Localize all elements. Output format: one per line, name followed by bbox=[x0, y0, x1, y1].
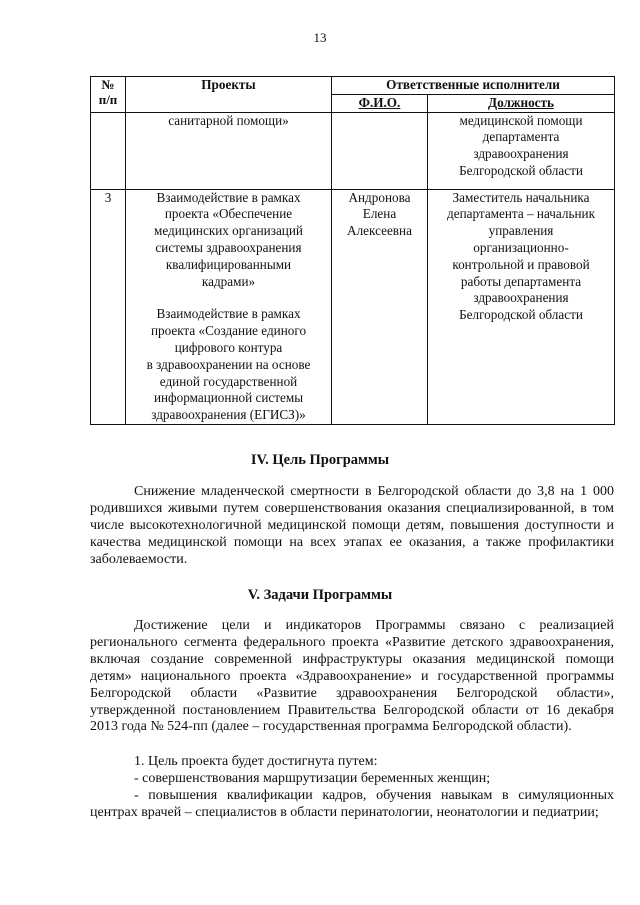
header-fio: Ф.И.О. bbox=[332, 94, 428, 112]
page-number: 13 bbox=[313, 30, 327, 45]
project-text: Взаимодействие в рамках проекта «Обеспечение медицинских организаций системы здравоохранения квалифицированными кадрами» bbox=[154, 189, 303, 289]
cell-number bbox=[91, 112, 126, 189]
tasks-bullet: - совершенствования маршрутизации беременных женщин; bbox=[134, 771, 491, 786]
goal-paragraph: Снижение младенческой смертности в Белгородской области до 3,8 на 1 000 родившихся живыми путем совершенствования оказания специализированной, в том числе высокотехнологичной медицинской помощи детям, повышения доступности и качества медицинской помощи на всех этапах ее оказания, а также профилактики заболеваемости. bbox=[90, 484, 614, 567]
cell-project: санитарной помощи» bbox=[126, 112, 332, 189]
cell-fio bbox=[332, 112, 428, 189]
tasks-paragraph: Достижение цели и индикаторов Программы связано с реализацией регионального сегмента федерального проекта «Развитие детского здравоохранения, включая создание современной инфраструктуры оказания медицинской помощи детям» национального проекта «Здравоохранение» и государственной программы Белгородской области «Развитие здравоохранения Белгородской области», утвержденной постановлением Правительства Белгородской области от 16 декабря 2013 года № 524-пп (далее – государственная программа Белгородской области). bbox=[90, 618, 614, 735]
cell-position: Заместитель начальника департамента – начальник управления организационно- контрольной и правовой работы департамента здравоохранения Белгородской области bbox=[428, 189, 615, 424]
header-position: Должность bbox=[428, 94, 615, 112]
cell-fio: Андронова Елена Алексеевна bbox=[332, 189, 428, 424]
section-title-goal: IV. Цель Программы bbox=[250, 452, 390, 468]
tasks-bullet: - повышения квалификации кадров, обучения навыкам в симуляционных центрах врачей – специалистов в области перинатологии, неонатологии и педиатрии; bbox=[90, 788, 614, 820]
tasks-item-1: 1. Цель проекта будет достигнута путем: bbox=[134, 754, 378, 769]
section-title-tasks: V. Задачи Программы bbox=[247, 587, 393, 603]
responsible-executors-table bbox=[90, 76, 615, 425]
table-row bbox=[91, 189, 615, 424]
header-responsible: Ответственные исполнители bbox=[332, 77, 615, 95]
cell-position: медицинской помощи департамента здравоохранения Белгородской области bbox=[428, 112, 615, 189]
header-number: № п/п bbox=[91, 77, 126, 113]
header-projects: Проекты bbox=[126, 77, 332, 113]
table-row bbox=[91, 112, 615, 189]
table-header-row bbox=[91, 77, 615, 95]
cell-number: 3 bbox=[91, 189, 126, 424]
project-text: Взаимодействие в рамках проекта «Создание единого цифрового контура в здравоохранении на основе единой государственной информационной системы здравоохранения (ЕГИСЗ)» bbox=[146, 306, 311, 423]
cell-project bbox=[126, 189, 332, 424]
